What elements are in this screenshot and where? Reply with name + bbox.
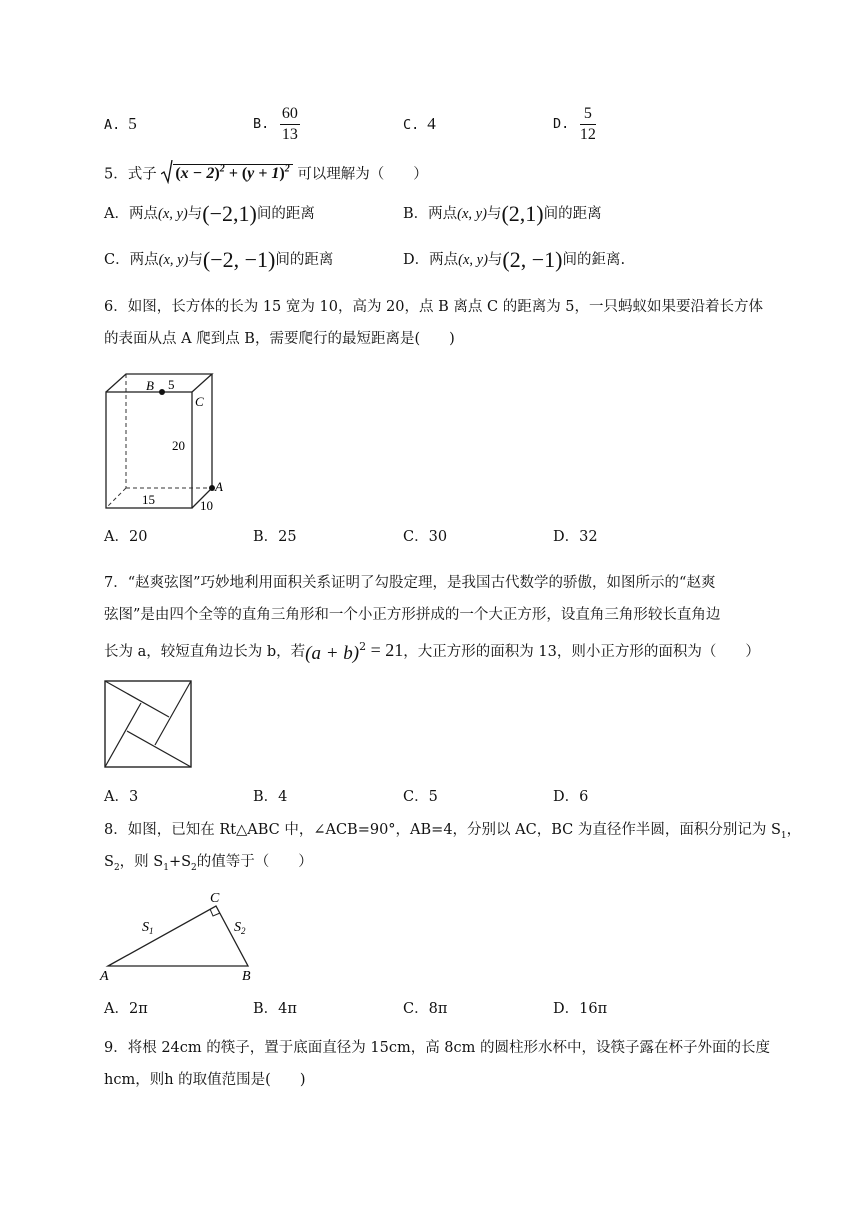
q6-option-b: B．25 bbox=[253, 529, 297, 545]
q8-triangle-figure bbox=[98, 886, 268, 986]
q8-option-c: C．8π bbox=[403, 1001, 448, 1017]
label-c: C bbox=[195, 394, 204, 409]
q5-option-c: C．两点(x, y)与(−2, −1)间的距离 bbox=[104, 247, 334, 272]
q5-option-a: A．两点(x, y)与(−2,1)间的距离 bbox=[104, 201, 315, 226]
label-a: A bbox=[215, 479, 223, 494]
q4-option-b: B. $\frac{60}{13}$ bbox=[253, 104, 298, 143]
q7-stem-line2: 弦图”是由四个全等的直角三角形和一个小正方形拼成的一个大正方形，设直角三角形较长直角边 bbox=[104, 607, 721, 623]
radical-sign bbox=[161, 160, 173, 184]
q6-option-d: D．32 bbox=[553, 529, 598, 545]
triangle-edge bbox=[127, 731, 191, 767]
q6-stem-line1: 6．如图，长方体的长为 15 宽为 10，高为 20，点 B 离点 C 的距离为 5，一只蚂蚁如果要沿着长方体 bbox=[104, 299, 764, 315]
label-b: B bbox=[242, 969, 251, 984]
q4-d-fraction: $\frac{5}{12}$ bbox=[579, 104, 596, 143]
q9-stem-line2: hcm，则h 的取值范围是( ) bbox=[104, 1072, 306, 1088]
triangle-abc bbox=[108, 906, 248, 966]
q4-option-c: C. 4 bbox=[403, 114, 436, 133]
q4-option-a: A. 5 bbox=[104, 114, 137, 133]
q5-option-b: B．两点(x, y)与(2,1)间的距离 bbox=[403, 201, 602, 226]
label-a: A bbox=[100, 969, 109, 984]
q9-stem-line1: 9．将根 24cm 的筷子，置于底面直径为 15cm，高 8cm 的圆柱形水杯中，设筷子露在杯子外面的长度 bbox=[104, 1040, 771, 1056]
q7-option-c: C．5 bbox=[403, 789, 438, 805]
label-s2: $S_2$ bbox=[234, 920, 246, 936]
triangle-edge bbox=[105, 703, 141, 767]
outer-square bbox=[105, 681, 191, 767]
q8-option-b: B．4π bbox=[253, 1001, 297, 1017]
label-c: C bbox=[210, 891, 220, 906]
q8-option-d: D．16π bbox=[553, 1001, 608, 1017]
q6-option-a: A．20 bbox=[104, 529, 148, 545]
q7-option-b: B．4 bbox=[253, 789, 288, 805]
q7-stem-line1: 7．“赵爽弦图”巧妙地利用面积关系证明了勾股定理，是我国古代数学的骄傲，如图所示的“赵爽 bbox=[104, 575, 716, 591]
q6-stem-line2: 的表面从点 A 爬到点 B，需要爬行的最短距离是( ) bbox=[104, 331, 455, 347]
q5-sqrt-expression: $(x - 2)^2 + (y + 1)^2$ bbox=[161, 160, 292, 184]
q7-stem-line3: 长为 a，较短直角边长为 b，若$(a + b)^2 = 21$，大正方形的面积为 13，则小正方形的面积为（ ） bbox=[104, 639, 760, 664]
q5-stem: 5．式子 $(x - 2)^2 + (y + 1)^2$ 可以理解为（ ） bbox=[104, 160, 428, 184]
cuboid-hidden-edge bbox=[106, 488, 126, 508]
cuboid-top-face bbox=[106, 374, 212, 392]
point-b bbox=[159, 389, 165, 395]
q4-option-d: D. $\frac{5}{12}$ bbox=[553, 104, 596, 143]
label-b-length: 5 bbox=[168, 377, 175, 392]
q7-option-d: D．6 bbox=[553, 789, 589, 805]
label-width: 10 bbox=[200, 498, 213, 513]
label-length: 15 bbox=[142, 492, 155, 507]
q6-option-c: C．30 bbox=[403, 529, 448, 545]
q4-b-fraction: $\frac{60}{13}$ bbox=[281, 104, 298, 143]
q8-stem-line2: $S_2$，则 $S_1+S_2$的值等于（ ） bbox=[104, 854, 313, 873]
q8-option-a: A．2π bbox=[104, 1001, 148, 1017]
q6-cuboid-figure bbox=[100, 368, 230, 516]
label-b: B bbox=[146, 378, 154, 393]
label-s1: $S_1$ bbox=[142, 920, 154, 936]
label-height: 20 bbox=[172, 438, 185, 453]
triangle-edge bbox=[105, 681, 169, 717]
q8-stem-line1: 8．如图，已知在 Rt△ABC 中，∠ACB=90°，AB=4，分别以 AC，BC 为直径作半圆，面积分别记为 $S_1$， bbox=[104, 822, 802, 841]
q7-zhao-shuang-diagram bbox=[100, 678, 196, 770]
q5-option-d: D．两点(x, y)与(2, −1)间的鉅离. bbox=[403, 247, 626, 272]
triangle-edge bbox=[155, 681, 191, 745]
q7-option-a: A．3 bbox=[104, 789, 139, 805]
